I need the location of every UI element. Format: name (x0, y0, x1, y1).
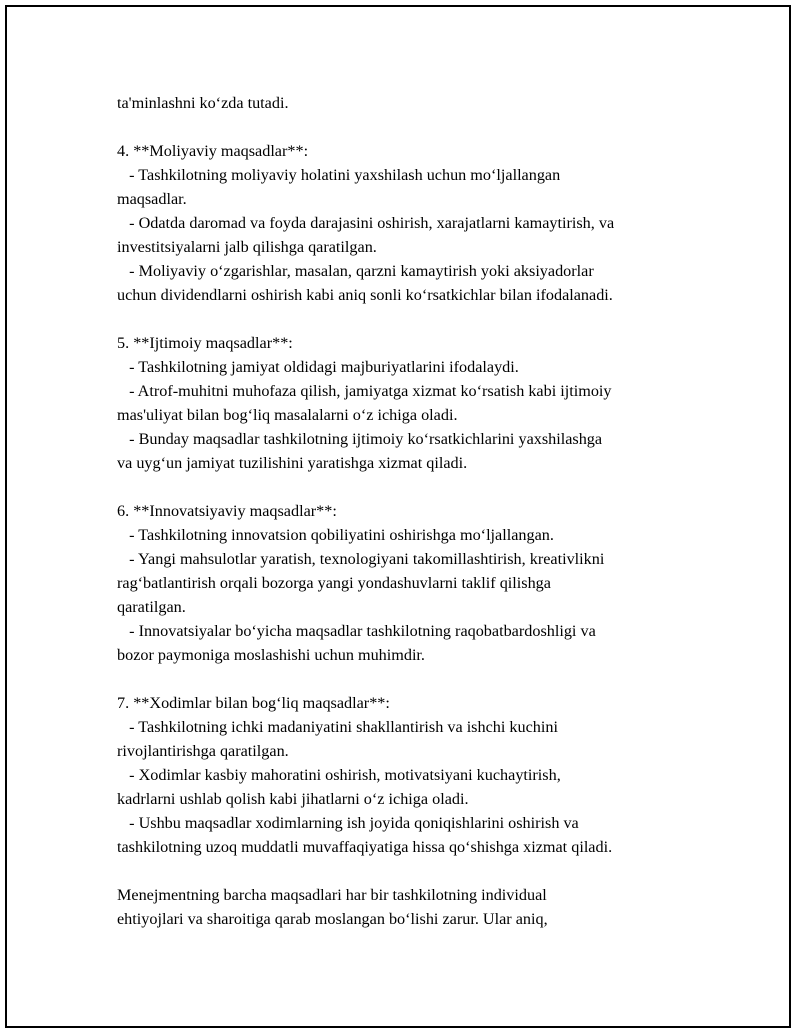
section-heading: 4. **Moliyaviy maqsadlar**: (117, 142, 309, 160)
bullet-line: - Ushbu maqsadlar xodimlarning ish joyida qoniqishlarini oshirish va (117, 814, 579, 832)
blank-line (117, 475, 697, 499)
bullet-line: qaratilgan. (117, 598, 186, 616)
bullet-line: - Yangi mahsulotlar yaratish, texnologiyani takomillashtirish, kreativlikni (117, 550, 605, 568)
bullet-line: maqsadlar. (117, 190, 187, 208)
blank-line (117, 667, 697, 691)
bullet-line: rivojlantirishga qaratilgan. (117, 742, 289, 760)
blank-line (117, 859, 697, 883)
bullet-line: va uyg‘un jamiyat tuzilishini yaratishga xizmat qiladi. (117, 454, 468, 472)
bullet-line: - Tashkilotning innovatsion qobiliyatini oshirishga mo‘ljallangan. (117, 526, 554, 544)
section-ijtimoiy (117, 331, 697, 475)
bullet-line: mas'uliyat bilan bog‘liq masalalarni o‘z ichiga oladi. (117, 406, 458, 424)
document-body (117, 91, 697, 931)
intro-tail-line: ta'minlashni ko‘zda tutadi. (117, 94, 289, 112)
bullet-line: tashkilotning uzoq muddatli muvaffaqiyatiga hissa qo‘shishga xizmat qiladi. (117, 838, 613, 856)
bullet-line: - Tashkilotning moliyaviy holatini yaxshilash uchun mo‘ljallangan (117, 166, 561, 184)
blank-line (117, 307, 697, 331)
bullet-line: - Xodimlar kasbiy mahoratini oshirish, motivatsiyani kuchaytirish, (117, 766, 561, 784)
bullet-line: - Bunday maqsadlar tashkilotning ijtimoiy ko‘rsatkichlarini yaxshilashga (117, 430, 603, 448)
bullet-line: investitsiyalarni jalb qilishga qaratilgan. (117, 238, 377, 256)
bullet-line: - Tashkilotning jamiyat oldidagi majburiyatlarini ifodalaydi. (117, 358, 519, 376)
bullet-line: - Odatda daromad va foyda darajasini oshirish, xarajatlarni kamaytirish, va (117, 214, 615, 232)
bullet-line: - Moliyaviy o‘zgarishlar, masalan, qarzni kamaytirish yoki aksiyadorlar (117, 262, 594, 280)
closing-line: ehtiyojlari va sharoitiga qarab moslangan bo‘lishi zarur. Ular aniq, (117, 910, 548, 928)
section-heading: 7. **Xodimlar bilan bog‘liq maqsadlar**: (117, 694, 390, 712)
closing-line: Menejmentning barcha maqsadlari har bir tashkilotning individual (117, 886, 547, 904)
section-xodimlar (117, 691, 697, 859)
bullet-line: - Innovatsiyalar bo‘yicha maqsadlar tashkilotning raqobatbardoshligi va (117, 622, 596, 640)
bullet-line: uchun dividendlarni oshirish kabi aniq sonli ko‘rsatkichlar bilan ifodalanadi. (117, 286, 613, 304)
section-heading: 5. **Ijtimoiy maqsadlar**: (117, 334, 293, 352)
bullet-line: - Atrof-muhitni muhofaza qilish, jamiyatga xizmat ko‘rsatish kabi ijtimoiy (117, 382, 612, 400)
blank-line (117, 115, 697, 139)
section-heading: 6. **Innovatsiyaviy maqsadlar**: (117, 502, 337, 520)
bullet-line: bozor paymoniga moslashishi uchun muhimdir. (117, 646, 425, 664)
section-innovatsiyaviy (117, 499, 697, 667)
bullet-line: kadrlarni ushlab qolish kabi jihatlarni o‘z ichiga oladi. (117, 790, 469, 808)
closing-paragraph (117, 883, 697, 931)
bullet-line: rag‘batlantirish orqali bozorga yangi yondashuvlarni taklif qilishga (117, 574, 551, 592)
bullet-line: - Tashkilotning ichki madaniyatini shakllantirish va ishchi kuchini (117, 718, 558, 736)
section-moliyaviy (117, 139, 697, 307)
